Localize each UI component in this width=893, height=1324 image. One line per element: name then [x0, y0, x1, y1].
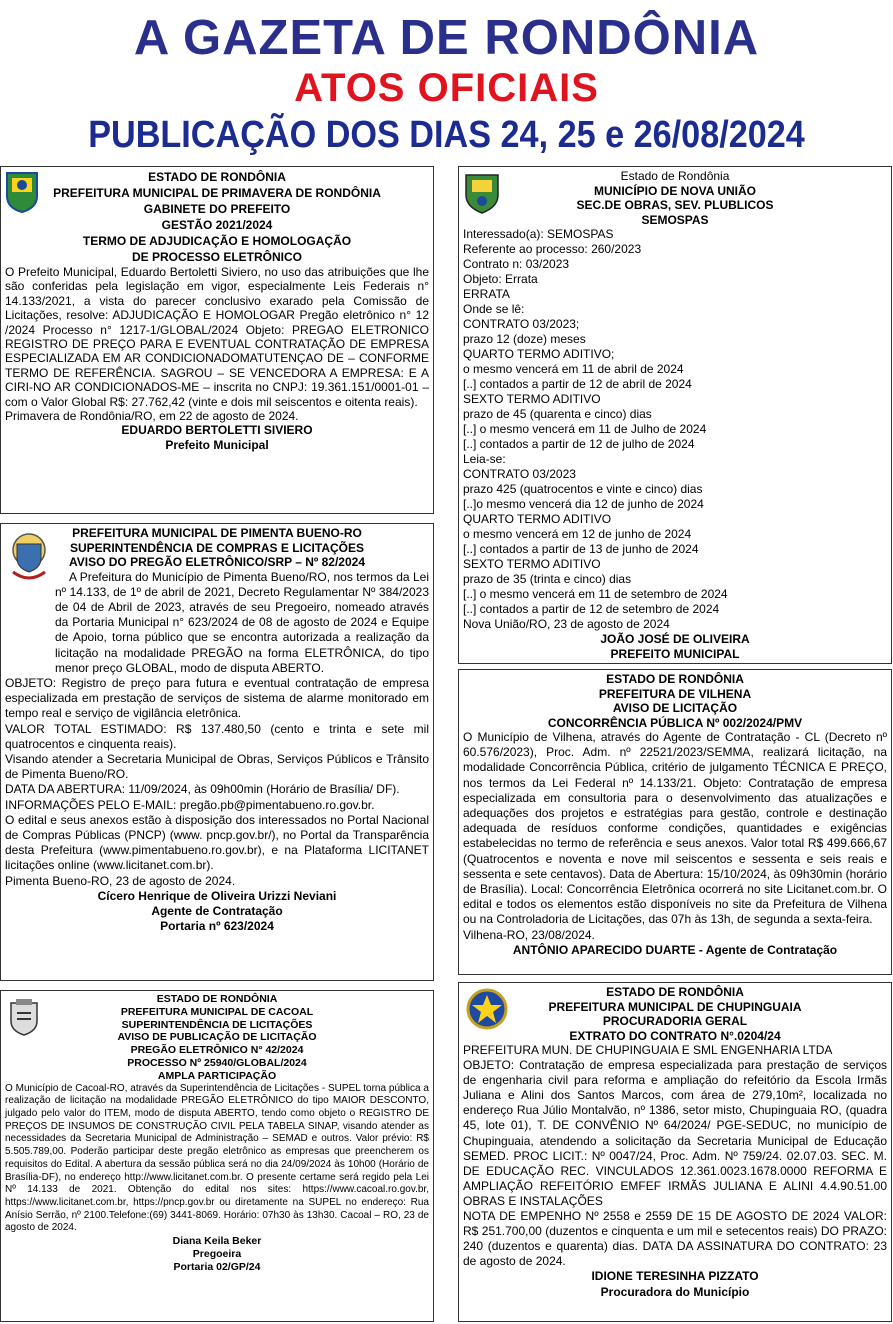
novauniao-line: [..] o mesmo vencerá em 11 de setembro de 2024: [463, 587, 728, 601]
notice-pimenta-bueno: [0, 523, 434, 981]
pimenta-para-3: Visando atender a Secretaria Municipal de Obras, Serviços Públicos e Trânsito de Pimenta Bueno/RO.: [5, 751, 429, 782]
pimenta-para-6: O edital e seus anexos estão à disposição dos interessados no Portal Nacional de Compras Públicas (PNCP) (www. pncp.gov.br/), no Portal da Transparência desta Prefeitura (www.pimentabueno.ro.gov.br), e na Plataforma LICITANET licitações online (www.licitanet.com.br).: [5, 812, 429, 873]
novauniao-head-1: MUNICÍPIO DE NOVA UNIÃO: [593, 183, 756, 198]
pimenta-role: Agente de Contratação: [151, 903, 283, 918]
notice-nova-uniao: [458, 166, 892, 664]
pimenta-para-1: OBJETO: Registro de preço para futura e eventual contratação de empresa especializada em prestação de serviços de sistema de alarme monitorado em tempo real e serviço de vigilância eletrônica.: [5, 675, 429, 721]
chupinguaia-para-1: OBJETO: Contratação de empresa especializada para prestação de serviços de engenharia civil para reforma e ampliação do refeitório da Escola Irmãs Juliana e Alini dos Santos Marcos, com área de 279,10m², localizada no endereço Rua Júlio Montalvão, nº 1386, setor misto, Chupinguaia RO, (quadra 45, lote 01), T. DE CONVÊNIO Nº 64/2024/ PGE-SEDUC, no município de Chupinguaia, atendendo a solicitação da Secretaria Municipal de Educação SEMED. PROC LICIT.: Nº 0047/24, Proc. Adm. Nº 759/24. 02.07.03. SEC. M. DE EDUCAÇÃO REC. VINCULADOS 12.361.0023.1678.0000 REFORMA E AMPLIAÇÃO REFEITÓRIO EMFEF IRMÃS JULIANA E ALINI 4.4.90.51.00 OBRAS E INSTALAÇÕES: [463, 1058, 887, 1208]
pimenta-para-5: INFORMAÇÕES PELO E-MAIL: pregão.pb@pimentabueno.ro.gov.br.: [5, 797, 375, 812]
chupinguaia-head-2: PROCURADORIA GERAL: [602, 1014, 748, 1028]
section-subtitle: ATOS OFICIAIS: [294, 66, 599, 110]
novauniao-line: Interessado(a): SEMOSPAS: [463, 227, 614, 241]
novauniao-line: Nova União/RO, 23 de agosto de 2024: [463, 617, 670, 631]
vilhena-head-1: PREFEITURA DE VILHENA: [598, 686, 752, 701]
vilhena-date: Vilhena-RO, 23/08/2024.: [463, 927, 595, 942]
pimenta-signer: Cícero Henrique de Oliveira Urizzi Neviani: [97, 888, 337, 903]
vilhena-head-3: CONCORRÊNCIA PÚBLICA Nº 002/2024/PMV: [547, 715, 803, 730]
novauniao-role: PREFEITO MUNICIPAL: [610, 647, 740, 661]
primavera-body: O Prefeito Municipal, Eduardo Bertoletti Siviero, no uso das atribuições que lhe são conferidas pela legislação em vigor, especialmente Leis Federais n° 14.133/2021, a vista do parecer conclusivo exarado pela Comissão de Licitações, resolve: ADJUDICAÇÃO E HOMOLOGAR Pregão eletrônico n° 12 /2024 Processo n° 1217-1/GLOBAL/2024 Objeto: PREGAO ELETRONICO REGISTRO DE PREÇO PARA E EVENTUAL CONTRATAÇÃO DE EMPRESA ESPECIALIZADA EM AR CONDICIONADOMATUTENÇAO DE – CONFORME TERMO DE REFERÊNCIA. SAGROU – SE VENCEDORA A EMPRESA: E A CIRI-NO AR CONDICIONADOS-ME – inscrita no CNPJ: 19.361.151/0001-01 – com o Valor Global R$: 27.762,42 (vinte e dois mil seiscentos e oitenta reais).: [5, 265, 429, 409]
chupinguaia-head-1: PREFEITURA MUNICIPAL DE CHUPINGUAIA: [548, 999, 802, 1014]
notice-vilhena: [458, 669, 892, 975]
novauniao-line: Referente ao processo: 260/2023: [463, 242, 642, 256]
cacoal-head-1: PREFEITURA MUNICIPAL DE CACOAL: [120, 1005, 314, 1018]
primavera-head-5: DE PROCESSO ELETRÔNICO: [131, 250, 303, 264]
novauniao-line: [..] contados a partir de 12 de julho de 2024: [463, 437, 695, 451]
novauniao-line: Contrato n: 03/2023: [463, 257, 570, 271]
novauniao-line: Onde se lê:: [463, 302, 525, 316]
primavera-head-4: TERMO DE ADJUDICAÇÃO E HOMOLOGAÇÃO: [82, 234, 352, 248]
novauniao-line: ERRATA: [463, 287, 510, 301]
cacoal-head-4: PREGÃO ELETRÔNICO N° 42/2024: [130, 1044, 304, 1057]
novauniao-line: [..] contados a partir de 13 de junho de 2024: [463, 542, 699, 556]
chupinguaia-signer: IDIONE TERESINHA PIZZATO: [591, 1269, 759, 1284]
novauniao-line: prazo 425 (quatrocentos e vinte e cinco) dias: [463, 482, 703, 496]
notice-chupinguaia: [458, 982, 892, 1322]
cacoal-head-2: SUPERINTENDÊNCIA DE LICITAÇÕES: [121, 1018, 313, 1031]
novauniao-line: prazo 12 (doze) meses: [463, 332, 586, 346]
vilhena-head-2: AVISO DE LICITAÇÃO: [612, 701, 738, 715]
novauniao-line: Objeto: Errata: [463, 272, 538, 286]
novauniao-signer: JOÃO JOSÉ DE OLIVEIRA: [600, 632, 750, 646]
primavera-head-2: GABINETE DO PREFEITO: [143, 202, 291, 216]
chupinguaia-role: Procuradora do Município: [600, 1284, 750, 1299]
novauniao-line: prazo de 45 (quarenta e cinco) dias: [463, 407, 652, 421]
chupinguaia-para-0: PREFEITURA MUN. DE CHUPINGUAIA E SML ENGENHARIA LTDA: [463, 1043, 833, 1057]
primavera-role: Prefeito Municipal: [165, 437, 269, 452]
novauniao-line: SEXTO TERMO ADITIVO: [463, 557, 601, 571]
novauniao-line: Leia-se:: [463, 452, 506, 466]
novauniao-line: prazo de 35 (trinta e cinco) dias: [463, 572, 632, 586]
novauniao-head-3: SEMOSPAS: [641, 212, 709, 227]
primavera-head-1: PREFEITURA MUNICIPAL DE PRIMAVERA DE RONDÔNIA: [53, 186, 381, 200]
cacoal-body: O Município de Cacoal-RO, através da Superintendência de Licitações - SUPEL torna pública a realização de licitação na modalidade PREGÃO ELETRÔNICO do tipo MAIOR DESCONTO, julgado pelo valor do ITEM, modo de disputa ABERTO, tendo como objeto o REGISTRO DE PREÇOS DE INSUMOS DE CONSTRUÇÃO CIVIL PELA TABELA SINAP, visando atender as necessidades da Secretaria Municipal de Administração – SEMAD e outros. Valor prévio: R$ 5.505.789,00. Poderão participar deste pregão eletrônico as empresas que preencherem os requisitos do Edital. A abertura da sessão pública será no dia 24/09/2024 às 10h00 (Horário de Brasília-DF), no endereço http://www.licitanet.com.br. O presente certame será regido pela Lei Nº 14.133 de 2021. Obtenção do edital nos sites: https://www.cacoal.ro.gov.br, https://www.licitanet.com.br, https://pncp.gov.br ou diretamente na SUPEL no endereço: Rua Anísio Serrão, nº 2100.Telefone:(69) 3441-8069. Horário: 07h30 às 13h30. Cacoal – RO, 23 de agosto de 2024.: [5, 1082, 429, 1234]
pimenta-para-4: DATA DA ABERTURA: 11/09/2024, às 09h00min (Horário de Brasília/ DF).: [5, 782, 400, 797]
vilhena-head-0: ESTADO DE RONDÔNIA: [606, 672, 744, 686]
chupinguaia-para-2: NOTA DE EMPENHO Nº 2558 e 2559 DE 15 DE AGOSTO DE 2024 VALOR: R$ 251.700,00 (duzentos e cinquenta e um mil e setecentos reais) DO PRAZO: 240 (duzentos e quarenta) dias. DATA DA ASSINATURA DO CONTRATO: 23 de agosto de 2024.: [463, 1209, 887, 1269]
pimenta-para-2: VALOR TOTAL ESTIMADO: R$ 137.480,50 (cento e trinta e sete mil quatrocentos e cinquenta reais).: [5, 721, 429, 751]
novauniao-line: QUARTO TERMO ADITIVO: [463, 512, 612, 526]
pimenta-head-0: PREFEITURA MUNICIPAL DE PIMENTA BUENO-RO: [72, 526, 362, 540]
municipal-crest-icon: [465, 987, 509, 1031]
pimenta-para-0: A Prefeitura do Município de Pimenta Bueno/RO, nos termos da Lei nº 14.133, de 1º de abril de 2021, Decreto Regulamentar Nº 384/2023 de 04 de Abril de 2023, através de seu Pregoeiro, nomeado através da Portaria Municipal n° 623/2024 de 08 de agosto de 2024 e Equipe de Apoio, torna público que se encontra autorizada a realização da licitação na modalidade PREGÃO na forma ELETRÔNICA, do tipo menor preço GLOBAL, modo de disputa ABERTO.: [55, 569, 429, 675]
notice-cacoal: [0, 990, 434, 1322]
vilhena-signer: ANTÔNIO APARECIDO DUARTE - Agente de Contratação: [512, 942, 838, 957]
primavera-head-0: ESTADO DE RONDÔNIA: [148, 170, 286, 184]
chupinguaia-head-0: ESTADO DE RONDÔNIA: [606, 985, 744, 999]
vilhena-body: O Município de Vilhena, através do Agente de Contratação - CL (Decreto nº 60.576/2023), Proc. Adm. nº 22521/2023/SEMMA, realizará licitação, na modalidade Concorrência Pública, critério de julgamento TÉCNICA E PREÇO, nos termos da Lei Federal nº 14.133/21. Objeto: Contratação de empresa especializada em consultoria para o desenvolvimento das atualizações e adequações dos projetos e estratégias para gestão, controle e destinação adequada de resíduos conforme condições, quantidades e exigências estabelecidas no termo de referência e seus anexos. Valor total R$ 499.666,67 (Quatrocentos e noventa e nove mil seiscentos e sessenta e seis reais e sessenta e sete centavos). Data de Abertura: 15/10/2024, às 09h30min (horário de Brasília). Local: Concorrência Eletrônica ocorrerá no site Licitanet.com.br. O edital e todos os elementos estão disponíveis no site da Prefeitura de Vilhena ou na Controladoria de Licitações, das 07h às 13h, de segunda a sexta-feira.: [463, 730, 887, 927]
newspaper-title: A GAZETA DE RONDÔNIA: [133, 11, 760, 65]
cacoal-head-5: PROCESSO Nº 25940/GLOBAL/2024: [127, 1056, 307, 1069]
novauniao-line: o mesmo vencerá em 12 de junho de 2024: [463, 527, 692, 541]
municipal-crest-icon: [463, 171, 501, 215]
primavera-head-3: GESTÃO 2021/2024: [161, 218, 273, 232]
novauniao-line: SEXTO TERMO ADITIVO: [463, 392, 601, 406]
novauniao-line: [..]o mesmo vencerá dia 12 de junho de 2024: [463, 497, 704, 511]
cacoal-role: Pregoeira: [192, 1248, 242, 1261]
novauniao-line: QUARTO TERMO ADITIVO;: [463, 347, 615, 361]
pimenta-head-2: AVISO DO PREGÃO ELETRÔNICO/SRP – Nº 82/2024: [68, 555, 366, 569]
pimenta-head-1: SUPERINTENDÊNCIA DE COMPRAS E LICITAÇÕES: [69, 540, 365, 555]
novauniao-line: [..] contados a partir de 12 de abril de 2024: [463, 377, 692, 391]
cacoal-signer: Diana Keila Beker: [172, 1235, 262, 1248]
pimenta-portaria: Portaria nº 623/2024: [160, 919, 274, 934]
primavera-signer: EDUARDO BERTOLETTI SIVIERO: [121, 423, 313, 438]
municipal-crest-icon: [7, 530, 51, 586]
municipal-crest-icon: [7, 997, 41, 1037]
cacoal-head-3: AVISO DE PUBLICAÇÃO DE LICITAÇÃO: [117, 1031, 317, 1044]
municipal-crest-icon: [4, 170, 40, 214]
novauniao-head-2: SEC.DE OBRAS, SEV. PLUBLICOS: [576, 198, 774, 212]
cacoal-head-0: ESTADO DE RONDÔNIA: [156, 993, 278, 1005]
novauniao-line: o mesmo vencerá em 11 de abril de 2024: [463, 362, 684, 376]
novauniao-line: CONTRATO 03/2023: [463, 467, 576, 481]
novauniao-line: CONTRATO 03/2023;: [463, 317, 580, 331]
cacoal-head-6: AMPLA PARTICIPAÇÃO: [157, 1069, 277, 1082]
publication-dates: PUBLICAÇÃO DOS DIAS 24, 25 e 26/08/2024: [88, 114, 805, 156]
cacoal-portaria: Portaria 02/GP/24: [173, 1261, 261, 1274]
novauniao-line: [..] contados a partir de 12 de setembro de 2024: [463, 602, 720, 616]
pimenta-para-7: Pimenta Bueno-RO, 23 de agosto de 2024.: [5, 873, 236, 888]
primavera-date: Primavera de Rondônia/RO, em 22 de agosto de 2024.: [5, 409, 299, 424]
chupinguaia-head-3: EXTRATO DO CONTRATO N°.0204/24: [569, 1028, 781, 1043]
novauniao-head-0: Estado de Rondônia: [620, 169, 730, 183]
notice-primavera: [0, 166, 434, 514]
novauniao-line: [..] o mesmo vencerá em 11 de Julho de 2024: [463, 422, 707, 436]
